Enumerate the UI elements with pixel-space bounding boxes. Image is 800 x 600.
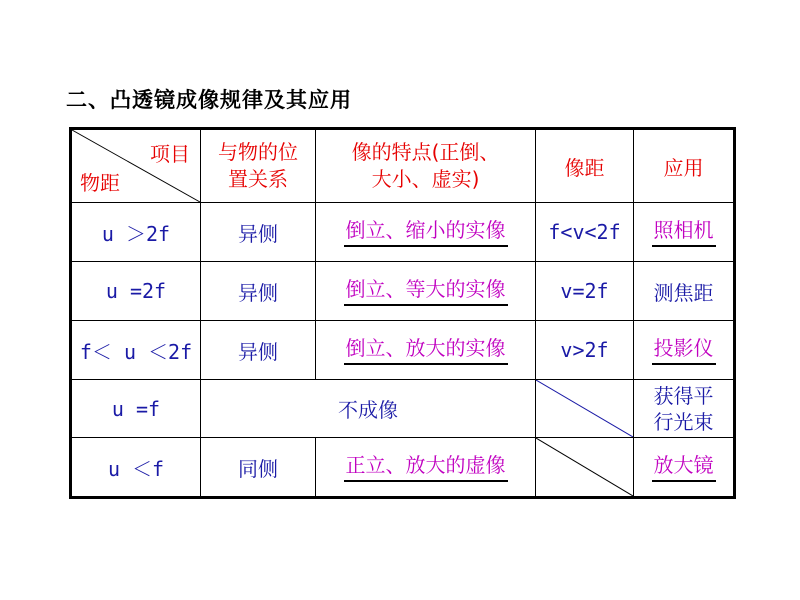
feature-cell [316,438,536,498]
application-cell [634,380,735,438]
relation-cell: 同侧 [201,438,316,498]
header-application: 应用 [634,129,735,203]
object-distance-cell: f＜ u ＜2f [71,321,201,380]
object-distance-cell: u =f [71,380,201,438]
header-item-label: 项目 [150,142,190,166]
table-row [71,203,735,262]
application-text: 照相机 [652,218,716,247]
feature-text: 倒立、缩小的实像 [344,218,508,247]
application-cell [634,438,735,498]
corner-header-cell [71,129,201,203]
object-distance-cell: u ＞2f [71,203,201,262]
relation-cell: 异侧 [201,262,316,321]
application-text: 投影仪 [652,336,716,365]
diagonal-divider [536,380,633,437]
header-relation-cell [201,129,316,203]
feature-text: 倒立、等大的实像 [344,277,508,306]
feature-cell [316,203,536,262]
header-row [71,129,735,203]
application-line2: 行光束 [653,409,714,434]
lens-rules-table [69,127,736,499]
image-distance-cell: v=2f [536,262,634,321]
image-distance-cell: v>2f [536,321,634,380]
no-image-cell: 不成像 [201,380,536,438]
relation-cell: 异侧 [201,321,316,380]
table-row [71,262,735,321]
feature-text: 倒立、放大的实像 [344,336,508,365]
header-image-distance: 像距 [536,129,634,203]
header-feature-line1: 像的特点(正倒、 [351,140,500,164]
header-relation-line1: 与物的位 [218,140,298,164]
application-line1: 获得平 [653,383,714,408]
application-cell [634,203,735,262]
object-distance-cell: u ＜f [71,438,201,498]
feature-text: 正立、放大的虚像 [344,453,508,482]
image-distance-cell: f<v<2f [536,203,634,262]
header-feature-cell [316,129,536,203]
empty-image-distance-cell [536,380,634,438]
feature-cell [316,262,536,321]
relation-cell: 异侧 [201,203,316,262]
table-row [71,380,735,438]
empty-image-distance-cell [536,438,634,498]
object-distance-cell: u =2f [71,262,201,321]
feature-cell [316,321,536,380]
application-cell [634,321,735,380]
table-row [71,321,735,380]
header-relation-line2: 置关系 [228,167,288,191]
page-title: 二、凸透镜成像规律及其应用 [66,88,352,112]
header-feature-line2: 大小、虚实) [371,167,480,191]
application-cell: 测焦距 [634,262,735,321]
table-row [71,438,735,498]
application-text: 放大镜 [652,453,716,482]
diagonal-divider [536,438,633,496]
header-object-distance-label: 物距 [80,171,120,195]
